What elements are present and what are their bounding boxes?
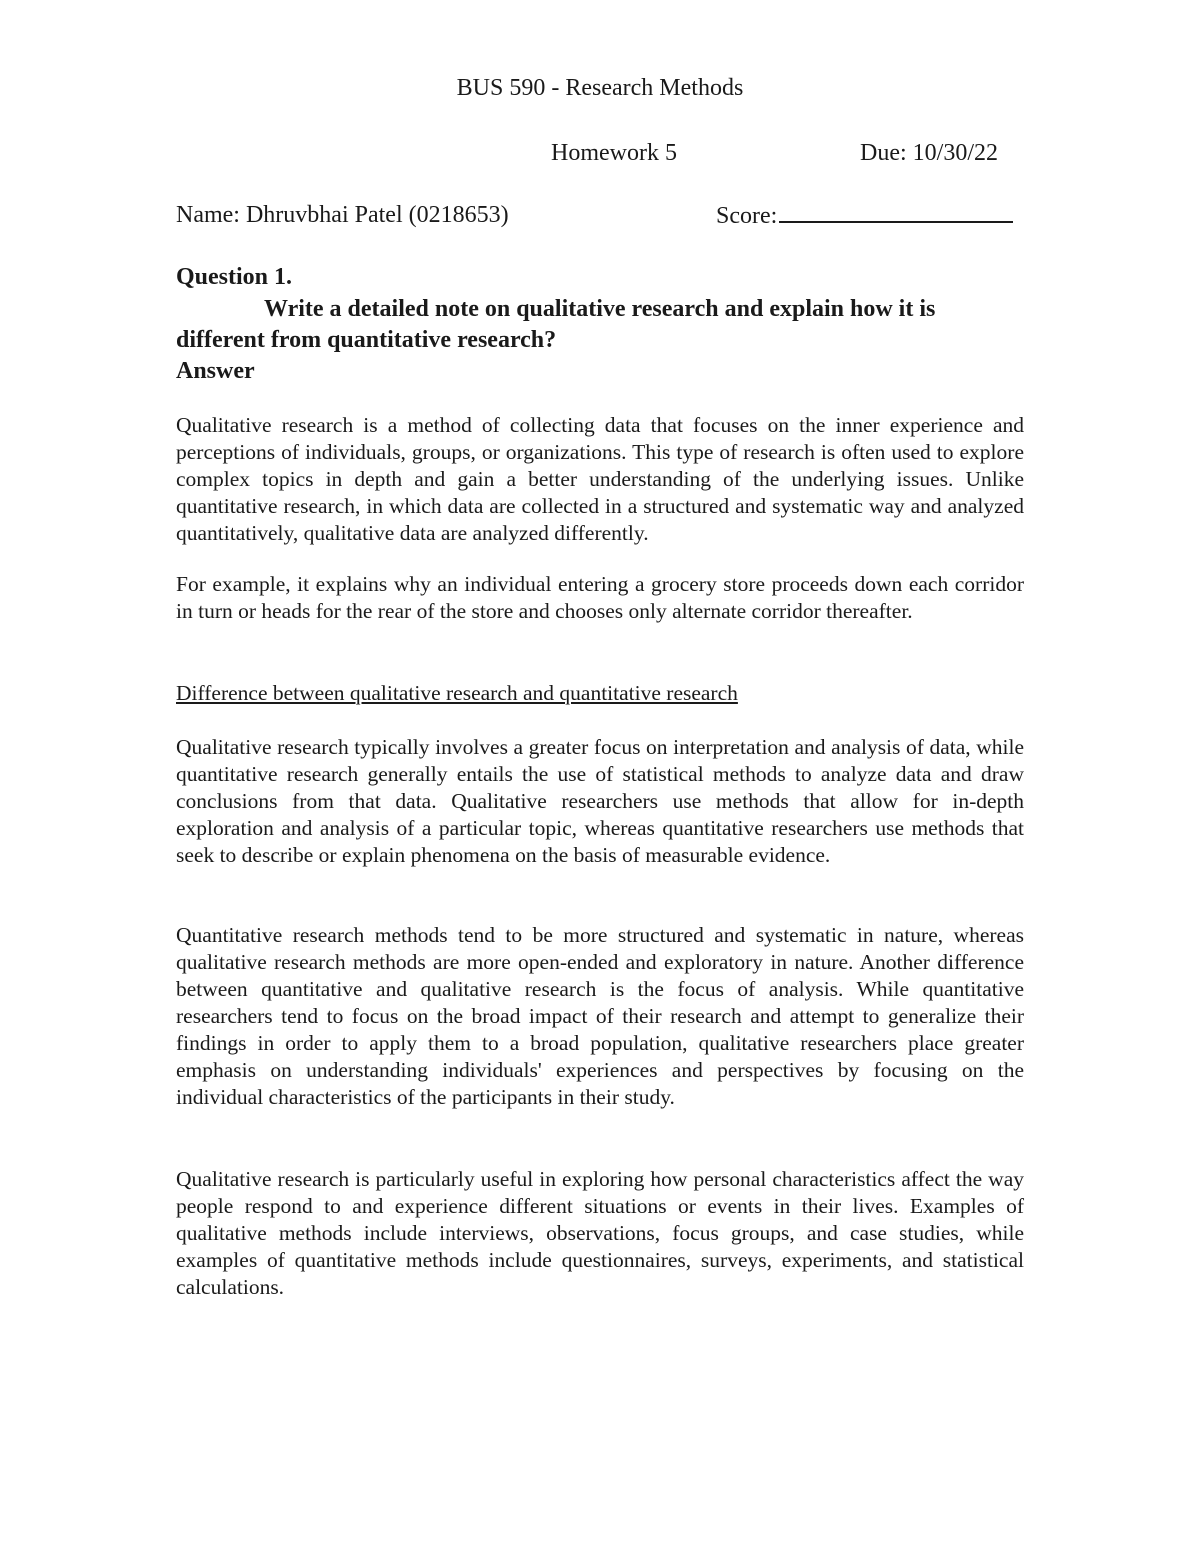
score-label: Score: [716, 203, 778, 229]
student-name: Name: Dhruvbhai Patel (0218653) [176, 202, 509, 228]
answer-label: Answer [176, 358, 255, 384]
due-date: Due: 10/30/22 [860, 140, 998, 166]
answer-paragraph-2: For example, it explains why an individual entering a grocery store proceeds down each corridor in turn or heads for the rear of the store and chooses only alternate corridor thereafter. [176, 572, 1024, 623]
course-title: BUS 590 - Research Methods [456, 75, 744, 101]
score-blank-line [779, 199, 1013, 223]
question-text: Write a detailed note on qualitative research and explain how it is different from quantitative research? [176, 296, 936, 353]
score-field [716, 199, 1013, 232]
answer-paragraph-4: Quantitative research methods tend to be more structured and systematic in nature, whereas qualitative research methods are more open-ended and exploratory in nature. Another difference between quantitative and qualitative research is the focus of analysis. While quantitative researchers tend to focus on the broad impact of their research and attempt to generalize their findings in order to apply them to a broad population, qualitative researchers place greater emphasis on understanding individuals' experiences and perspectives by focusing on the individual characteristics of the participants in their study. [176, 923, 1024, 1109]
question-heading: Question 1. [176, 264, 293, 290]
answer-paragraph-3: Qualitative research typically involves a greater focus on interpretation and analysis of data, while quantitative research generally entails the use of statistical methods to analyze data and draw conclusions from that data. Qualitative researchers use methods that allow for in-depth exploration and analysis of a particular topic, whereas quantitative researchers use methods that seek to describe or explain phenomena on the basis of measurable evidence. [176, 735, 1024, 867]
answer-paragraph-1: Qualitative research is a method of collecting data that focuses on the inner experience and perceptions of individuals, groups, or organizations. This type of research is often used to explore complex topics in depth and gain a better understanding of the underlying issues. Unlike quantitative research, in which data are collected in a structured and systematic way and analyzed quantitatively, qualitative data are analyzed differently. [176, 413, 1024, 545]
difference-subheading: Difference between qualitative research and quantitative research [176, 681, 738, 705]
answer-paragraph-5: Qualitative research is particularly useful in exploring how personal characteristics affect the way people respond to and experience different situations or events in their lives. Examples of qualitative methods include interviews, observations, focus groups, and case studies, while examples of quantitative methods include questionnaires, surveys, experiments, and statistical calculations. [176, 1167, 1024, 1299]
homework-number: Homework 5 [551, 140, 677, 166]
